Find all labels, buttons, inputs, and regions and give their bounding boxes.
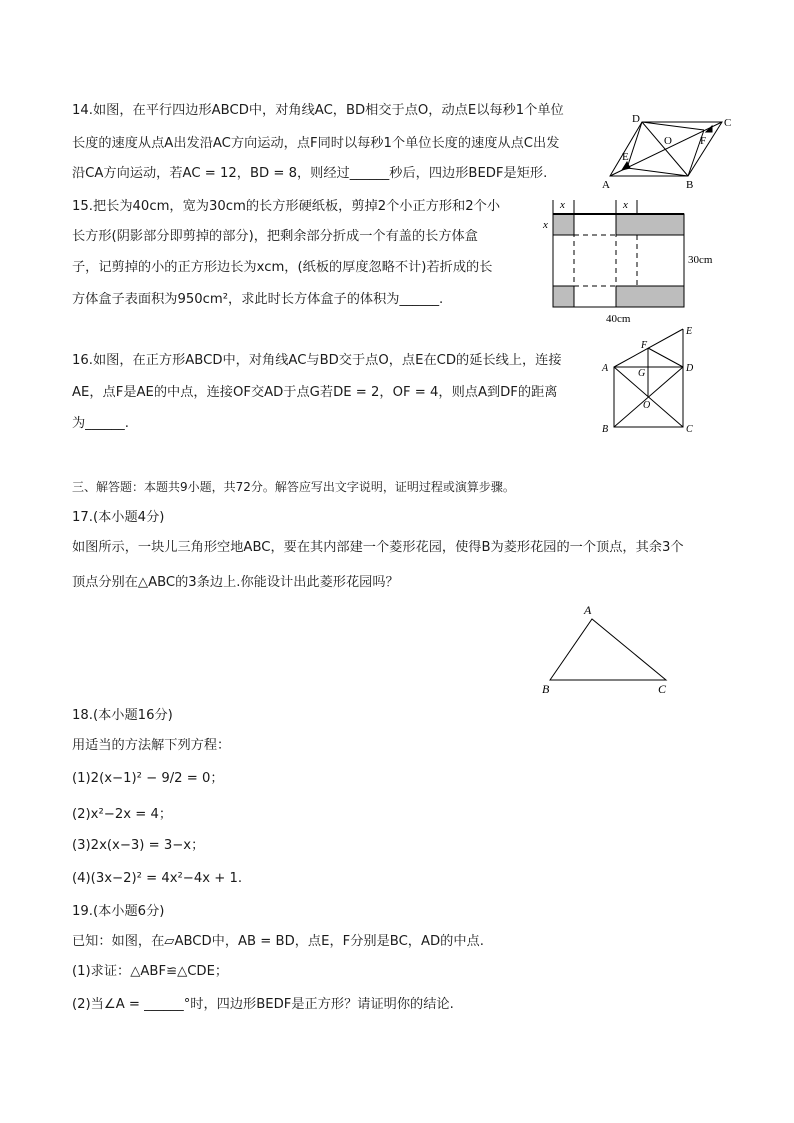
q15-label-x-top-left: x	[560, 199, 565, 211]
q17-label-B: B	[542, 682, 550, 696]
q14-line-1: 14.如图，在平行四边形ABCD中，对角线AC，BD相交于点O，动点E以每秒1个单位	[72, 103, 564, 118]
q17-header: 17.(本小题4分)	[72, 510, 165, 525]
q16-label-D: D	[686, 363, 694, 374]
q16-label-G: G	[638, 368, 646, 379]
q16-label-F: F	[641, 340, 648, 351]
q18-intro: 用适当的方法解下列方程：	[72, 738, 231, 753]
q15-line-4: 方体盒子表面积为950cm²，求此时长方体盒子的体积为______.	[72, 292, 444, 307]
q16-label-A: A	[602, 363, 609, 374]
q15-line-1: 15.把长为40cm，宽为30cm的长方形硬纸板，剪掉2个小正方形和2个小	[72, 199, 501, 214]
q16-label-B: B	[602, 424, 609, 435]
q16-line-2: AE，点F是AE的中点，连接OF交AD于点G若DE = 2，OF = 4，则点A到DF的距离	[72, 385, 558, 400]
q18-header: 18.(本小题16分)	[72, 708, 173, 723]
q14-parallelogram-figure	[600, 108, 740, 190]
q15-line-2: 长方形(阴影部分即剪掉的部分)，把剩余部分折成一个有盖的长方体盒	[72, 229, 478, 244]
q14-label-B: B	[686, 179, 694, 190]
q19-line-1: 已知：如图，在▱ABCD中，AB = BD，点E，F分别是BC，AD的中点.	[72, 934, 484, 949]
q14-label-F: F	[700, 135, 707, 147]
q16-line-3: 为______.	[72, 416, 129, 431]
q15-label-x-top-right: x	[623, 199, 628, 211]
q16-label-O: O	[643, 400, 651, 411]
section-3-heading: 三、解答题：本题共9小题，共72分。解答应写出文字说明，证明过程或演算步骤。	[72, 480, 515, 494]
q17-line-1: 如图所示，一块儿三角形空地ABC，要在其内部建一个菱形花园，使得B为菱形花园的一个顶点，其余3个	[72, 540, 684, 555]
q16-square-figure	[596, 324, 706, 436]
q16-label-E: E	[686, 326, 693, 337]
q19-line-3: (2)当∠A = ______°时，四边形BEDF是正方形？请证明你的结论.	[72, 997, 454, 1012]
q14-label-C: C	[724, 117, 732, 129]
q14-label-D: D	[632, 113, 640, 125]
q15-label-x-side: x	[543, 219, 548, 231]
q14-label-E: E	[622, 151, 629, 163]
q18-item-1: (1)2(x−1)² − 9/2 = 0；	[72, 771, 224, 786]
q14-line-2: 长度的速度从点A出发沿AC方向运动，点F同时以每秒1个单位长度的速度从点C出发	[72, 136, 560, 151]
q14-label-A: A	[602, 179, 610, 190]
q17-label-A: A	[584, 603, 592, 617]
q16-line-1: 16.如图，在正方形ABCD中，对角线AC与BD交于点O，点E在CD的延长线上，连接	[72, 353, 562, 368]
q14-label-O: O	[664, 135, 672, 147]
q15-label-height: 30cm	[688, 254, 713, 266]
q19-header: 19.(本小题6分)	[72, 904, 165, 919]
q18-item-4: (4)(3x−2)² = 4x²−4x + 1.	[72, 871, 243, 886]
q14-line-3: 沿CA方向运动，若AC = 12，BD = 8，则经过______秒后，四边形BEDF是矩形.	[72, 166, 548, 181]
q18-item-3: (3)2x(x−3) = 3−x；	[72, 838, 205, 853]
q17-line-2: 顶点分别在△ABC的3条边上.你能设计出此菱形花园吗？	[72, 575, 399, 590]
q17-label-C: C	[658, 682, 667, 696]
q15-label-width: 40cm	[606, 313, 631, 325]
q16-label-C: C	[686, 424, 693, 435]
q18-item-2: (2)x²−2x = 4；	[72, 807, 173, 822]
q15-cardboard-figure	[538, 196, 728, 330]
q19-line-2: (1)求证：△ABF≌△CDE；	[72, 964, 229, 979]
q15-line-3: 子，记剪掉的小的正方形边长为xcm，(纸板的厚度忽略不计)若折成的长	[72, 260, 493, 275]
q17-triangle-figure	[536, 600, 676, 698]
